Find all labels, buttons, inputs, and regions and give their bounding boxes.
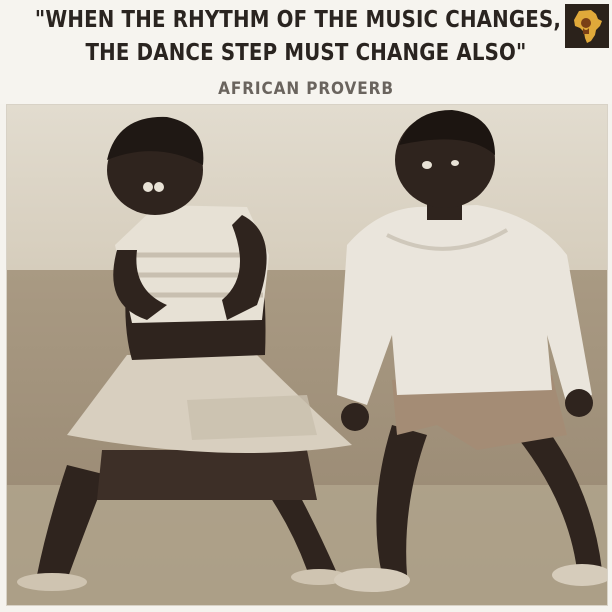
quote-line-2: THE DANCE STEP MUST CHANGE ALSO" [85, 40, 527, 66]
logo [565, 4, 609, 48]
africa-map-icon [565, 4, 609, 48]
quote-attribution: AFRICAN PROVERB [218, 79, 394, 99]
dancing-children-photo [6, 104, 608, 606]
quote-header [0, 0, 612, 104]
photo-illustration [7, 105, 607, 605]
quote-line-1: "WHEN THE RHYTHM OF THE MUSIC CHANGES, [34, 7, 562, 33]
